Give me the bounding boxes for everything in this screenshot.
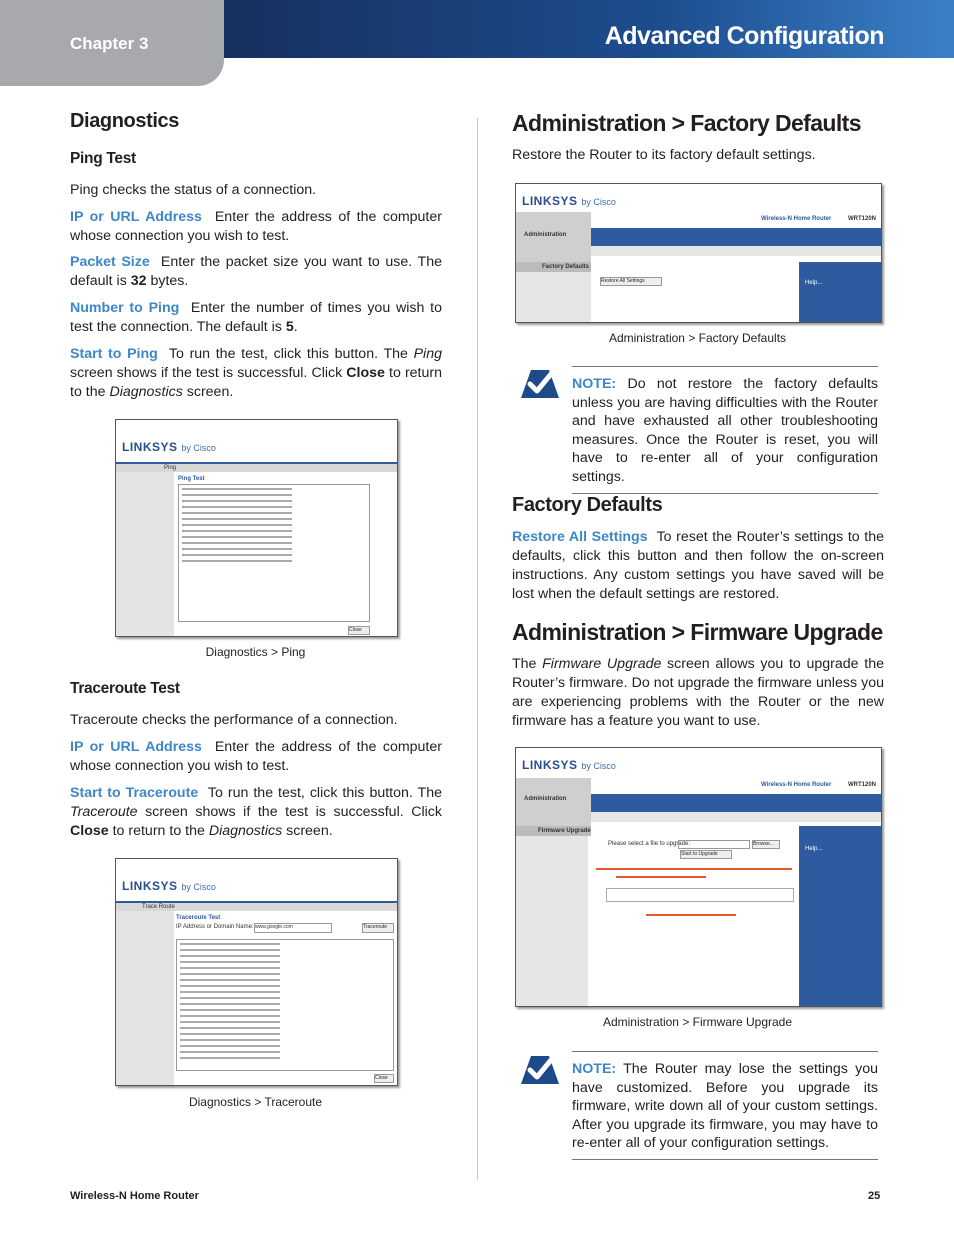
start-to-ping-paragraph [70, 345, 442, 402]
packet-size-text: Enter the packet size you want to use. The default is [70, 254, 442, 289]
trace-address-input[interactable]: www.google.com [254, 923, 332, 933]
linksys-logo: LINKSYS by Cisco [522, 194, 616, 208]
ping-screenshot [115, 419, 398, 637]
linksys-logo: LINKSYS by Cisco [122, 440, 216, 454]
note-factory-defaults [572, 366, 878, 494]
note-text: The Router may lose the settings you have customized. Before you upgrade its firmware, write down all of your custom settings. After you upgrade its firmware, you may have to re-enter all of your configuration settings. [572, 1061, 878, 1152]
restore-all-paragraph [512, 528, 884, 604]
start-traceroute-em: Traceroute [70, 804, 138, 820]
traceroute-title: Traceroute Test [176, 915, 221, 921]
column-divider [477, 118, 478, 1180]
firmware-caption: Administration > Firmware Upgrade [602, 1015, 793, 1029]
note-label: NOTE: [572, 376, 617, 392]
traceroute-ip-text: Enter the address of the computer whose connection you wish to test. [70, 739, 442, 774]
traceroute-heading: Traceroute Test [70, 680, 180, 697]
start-traceroute-diagnostics-em: Diagnostics [208, 823, 283, 839]
firmware-tab-label: Firmware Upgrade [538, 828, 591, 834]
ping-intro: Ping checks the status of a connection. [70, 182, 317, 198]
packet-size-default: 32 [130, 273, 147, 289]
start-to-ping-text-d: screen. [186, 384, 234, 400]
number-to-ping-paragraph [70, 299, 442, 337]
traceroute-screenshot [115, 858, 398, 1086]
footer-product: Wireless-N Home Router [70, 1190, 199, 1202]
section-title: Advanced Configuration [604, 22, 884, 50]
admin-label: Administration [524, 796, 567, 802]
ping-test-title: Ping Test [178, 476, 205, 482]
cisco-logo: CISCO [838, 308, 866, 315]
cisco-logo: CISCO [838, 992, 866, 999]
start-to-ping-term: Start to Ping [70, 346, 158, 362]
ping-output-box [178, 484, 370, 622]
trace-field-label: IP Address or Domain Name: [176, 924, 254, 930]
factory-tab-label: Factory Defaults [542, 264, 590, 270]
trace-run-button[interactable]: Traceroute [362, 923, 394, 933]
start-to-ping-text-c: to return to the [70, 365, 443, 400]
packet-size-paragraph [70, 253, 442, 291]
traceroute-ip-term: IP or URL Address [70, 739, 202, 755]
firmware-text-b: screen allows you to upgrade the Router’s firmware. Do not upgrade the firmware unless you are experiencing problems with the Router or the new firmware has a feature you want to use. [512, 656, 884, 729]
ping-close-button[interactable]: Close [348, 626, 370, 635]
ping-ip-term: IP or URL Address [70, 209, 202, 225]
start-to-ping-ping-em: Ping [413, 346, 442, 362]
restore-all-text: To reset the Router’s settings to the defaults, click this button and then follow the on-screen instructions. Any custom settings you have saved will be lost when the default settings are restored. [512, 529, 884, 602]
ping-ip-text: Enter the address of the computer whose connection you wish to test. [70, 209, 442, 244]
number-to-ping-end: . [293, 319, 298, 335]
help-link[interactable]: Help... [805, 280, 823, 286]
packet-size-unit: bytes. [150, 273, 189, 289]
factory-caption: Administration > Factory Defaults [608, 331, 787, 345]
note-firmware-upgrade [572, 1051, 878, 1160]
note-text: Do not restore the factory defaults unless you are having difficulties with the Router and have exhausted all other troubleshooting measures. Once the Router is reset, you will have to re-enter all of your configuration settings. [572, 376, 878, 485]
firmware-upgrade-screenshot [515, 747, 882, 1007]
router-model: WRT120N [848, 782, 877, 788]
page-number: 25 [868, 1190, 881, 1202]
ping-tab-label: Ping [164, 465, 177, 471]
router-model: WRT120N [848, 216, 877, 222]
start-to-ping-text-a: To run the test, click this button. The [168, 346, 408, 362]
trace-close-button[interactable]: Close [374, 1074, 394, 1083]
firmware-text-a: The [512, 656, 537, 672]
linksys-logo: LINKSYS by Cisco [522, 758, 616, 772]
number-to-ping-term: Number to Ping [70, 300, 180, 316]
router-name: Wireless-N Home Router [761, 782, 832, 788]
restore-all-settings-button[interactable]: Restore All Settings [600, 277, 662, 286]
start-to-upgrade-button[interactable]: Start to Upgrade [680, 850, 732, 859]
factory-defaults-screenshot [515, 183, 882, 323]
traceroute-intro: Traceroute checks the performance of a connection. [70, 712, 398, 728]
checkmark-note-icon [517, 366, 563, 402]
firmware-paragraph [512, 655, 884, 731]
start-traceroute-term: Start to Traceroute [70, 785, 199, 801]
start-traceroute-text-d: screen. [286, 823, 333, 839]
firmware-file-input[interactable] [678, 840, 750, 849]
router-name: Wireless-N Home Router [761, 216, 832, 222]
start-traceroute-text-b: screen shows if the test is successful. Click [145, 804, 442, 820]
firmware-prompt: Please select a file to upgrade: [608, 841, 691, 847]
ping-caption: Diagnostics > Ping [205, 645, 306, 659]
ping-test-heading: Ping Test [70, 150, 136, 167]
diagnostics-heading: Diagnostics [70, 110, 179, 132]
upgrade-progress-bar [606, 888, 794, 902]
browse-button[interactable]: Browse... [752, 840, 780, 849]
factory-intro: Restore the Router to its factory default settings. [512, 147, 816, 163]
linksys-logo: LINKSYS by Cisco [122, 879, 216, 893]
factory-defaults-subheading: Factory Defaults [512, 494, 663, 516]
ping-ip-paragraph [70, 208, 442, 246]
header-bar [224, 0, 954, 58]
packet-size-term: Packet Size [70, 254, 150, 270]
note-label: NOTE: [572, 1061, 617, 1077]
number-to-ping-default: 5 [285, 319, 294, 335]
start-to-ping-diagnostics-em: Diagnostics [109, 384, 183, 400]
chapter-tab [0, 0, 224, 86]
start-to-ping-text-b: screen shows if the test is successful. Click [70, 365, 343, 381]
number-to-ping-text: Enter the number of times you wish to test the connection. The default is [70, 300, 443, 335]
start-to-ping-close: Close [346, 365, 385, 381]
traceroute-ip-paragraph [70, 738, 442, 776]
factory-defaults-heading: Administration > Factory Defaults [512, 110, 861, 136]
firmware-em: Firmware Upgrade [542, 656, 662, 672]
firmware-upgrade-heading: Administration > Firmware Upgrade [512, 619, 883, 645]
trace-tab-label: Trace Route [142, 904, 175, 910]
traceroute-caption: Diagnostics > Traceroute [188, 1095, 323, 1109]
restore-all-term: Restore All Settings [512, 529, 648, 545]
start-traceroute-paragraph [70, 784, 442, 841]
start-traceroute-close: Close [70, 823, 109, 839]
start-traceroute-text-c: to return to the [112, 823, 205, 839]
admin-label: Administration [524, 232, 567, 238]
help-link[interactable]: Help... [805, 846, 823, 852]
checkmark-note-icon [517, 1052, 563, 1088]
chapter-label: Chapter 3 [70, 34, 149, 53]
start-traceroute-text-a: To run the test, click this button. The [207, 785, 442, 801]
trace-output-box [176, 939, 394, 1071]
